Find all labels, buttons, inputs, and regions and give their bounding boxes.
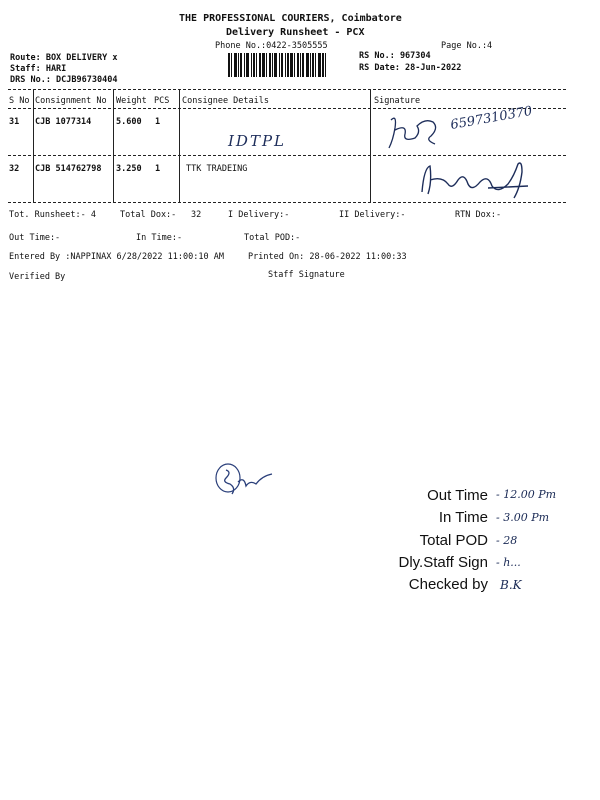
stamp-total-pod-label: Total POD	[419, 532, 488, 549]
signature-scribble	[385, 110, 445, 152]
printed-on: Printed On: 28-06-2022 11:00:33	[248, 252, 407, 262]
header-sno: S No	[9, 96, 30, 106]
barcode	[228, 53, 342, 77]
staff: Staff: HARI	[10, 64, 67, 74]
total-dox-label: Total Dox:-	[120, 210, 177, 220]
stamp-staff-sign-label: Dly.Staff Sign	[398, 554, 488, 571]
stamp-staff-sign-value: - h...	[496, 556, 521, 569]
header-signature: Signature	[374, 96, 421, 106]
verified-by: Verified By	[9, 272, 66, 282]
table-header-rule	[8, 108, 566, 109]
in-time: In Time:-	[136, 233, 183, 243]
staff-signature-label: Staff Signature	[268, 270, 345, 280]
header-consignee: Consignee Details	[182, 96, 269, 106]
table-bottom-rule	[8, 202, 566, 203]
row-consignment: CJB 1077314	[35, 117, 92, 127]
rs-date: RS Date: 28-Jun-2022	[359, 63, 462, 73]
row-sno: 31	[9, 117, 20, 127]
stamp-total-pod-value: - 28	[496, 534, 518, 547]
route: Route: BOX DELIVERY x	[10, 53, 118, 63]
column-divider	[33, 89, 34, 202]
initials-scribble	[212, 458, 282, 498]
i-delivery: I Delivery:-	[228, 210, 290, 220]
stamp-out-time-value: - 12.00 Pm	[496, 488, 557, 501]
column-divider	[370, 89, 371, 202]
ii-delivery: II Delivery:-	[339, 210, 406, 220]
header-consignment: Consignment No	[35, 96, 107, 106]
company-name: THE PROFESSIONAL COURIERS, Coimbatore	[179, 13, 402, 24]
stamp-checked-by-value: B.K	[500, 578, 522, 592]
header-weight: Weight	[116, 96, 147, 106]
row-divider	[8, 155, 566, 156]
runsheet-title: Delivery Runsheet - PCX	[226, 27, 365, 38]
rs-number: RS No.: 967304	[359, 51, 431, 61]
row-consignee: TTK TRADEING	[186, 164, 248, 174]
handwritten-consignee: IDTPL	[228, 132, 287, 150]
rtn-dox: RTN Dox:-	[455, 210, 502, 220]
out-time: Out Time:-	[9, 233, 61, 243]
stamp-in-time-label: In Time	[438, 509, 488, 526]
header-pcs: PCS	[154, 96, 170, 106]
row-pcs: 1	[155, 117, 161, 127]
total-pod: Total POD:-	[244, 233, 301, 243]
page-number: Page No.:4	[441, 41, 493, 51]
row-consignment: CJB 514762798	[35, 164, 102, 174]
handwritten-phone-note: 6597310370	[449, 103, 534, 133]
column-divider	[113, 89, 114, 202]
stamp-checked-by-label: Checked by	[408, 576, 488, 593]
total-runsheet: Tot. Runsheet:- 4	[9, 210, 96, 220]
row-pcs: 1	[155, 164, 161, 174]
table-top-rule	[8, 89, 566, 90]
row-sno: 32	[9, 164, 20, 174]
phone-number: Phone No.:0422-3505555	[215, 41, 328, 51]
drs-number: DRS No.: DCJB96730404	[10, 75, 118, 85]
stamp-in-time-value: - 3.00 Pm	[496, 511, 550, 524]
column-divider	[179, 89, 180, 202]
row-weight: 3.250	[116, 164, 142, 174]
total-dox-value: 32	[191, 210, 202, 220]
entered-by: Entered By :NAPPINAX 6/28/2022 11:00:10 AM	[9, 252, 224, 262]
row-weight: 5.600	[116, 117, 142, 127]
signature-scribble	[418, 158, 538, 202]
stamp-out-time-label: Out Time	[427, 487, 488, 504]
